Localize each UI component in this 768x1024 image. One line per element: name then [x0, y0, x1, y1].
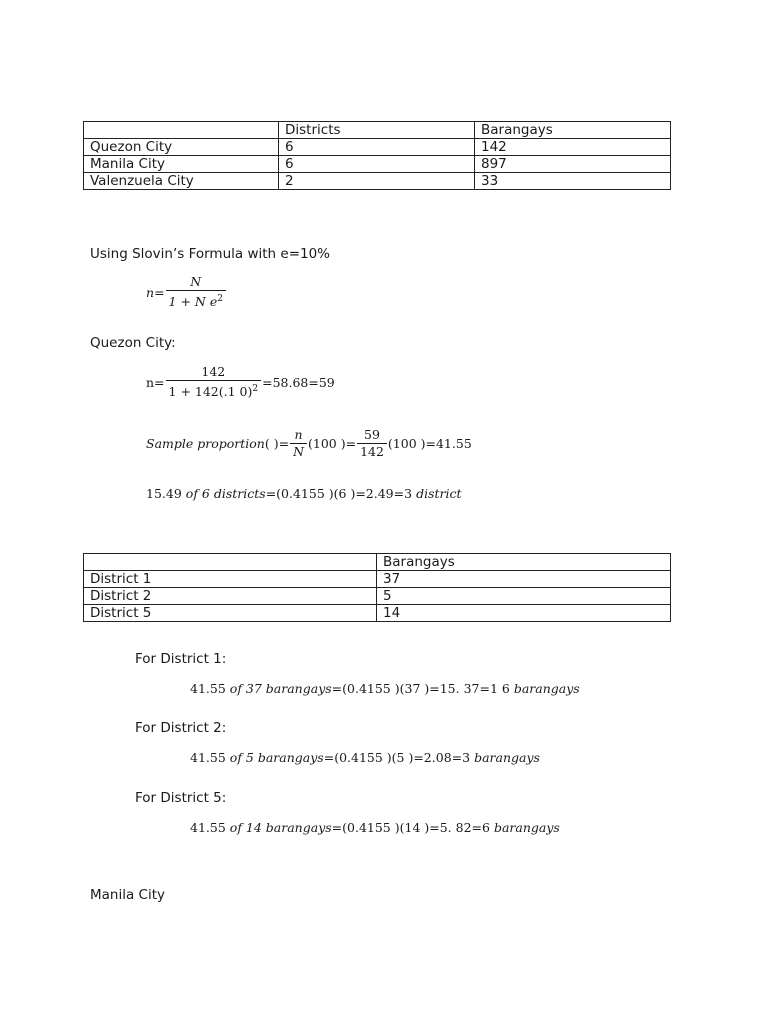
district-table [83, 553, 671, 622]
calc-value: 41.55 [190, 820, 226, 835]
table-cell: 37 [377, 571, 671, 588]
table-header-cell: Barangays [377, 554, 671, 571]
calc-of-text: of 5 barangays [229, 750, 324, 765]
table-header-row [84, 122, 671, 139]
district-1-heading: For District 1: [135, 651, 227, 667]
table-cell: 6 [279, 139, 475, 156]
city-table [83, 121, 671, 190]
table-header-cell [84, 554, 377, 571]
calc-unit: barangays [493, 820, 560, 835]
quezon-heading: Quezon City: [90, 335, 176, 351]
proportion-paren: ( ) [264, 436, 279, 451]
calc-of-text: of 14 barangays [229, 820, 332, 835]
table-row [84, 571, 671, 588]
calc-unit: barangays [513, 681, 580, 696]
calc-of-text: of 6 districts [185, 486, 266, 501]
proportion-result: (100 )=41.55 [387, 436, 472, 451]
district-5-heading: For District 5: [135, 790, 227, 806]
table-cell: Manila City [84, 156, 279, 173]
formula-lhs: n [146, 284, 155, 300]
sample-proportion-formula [146, 428, 472, 459]
table-cell: Valenzuela City [84, 173, 279, 190]
exponent: 2 [217, 294, 223, 304]
manila-heading: Manila City [90, 887, 166, 903]
fraction-denominator [166, 380, 262, 399]
table-row [84, 588, 671, 605]
quezon-districts-calc [146, 486, 462, 501]
fraction-numerator: N [190, 274, 202, 289]
fraction-denominator: N [290, 443, 307, 459]
calc-unit: district [416, 486, 462, 501]
calc-of-text: of 37 barangays [229, 681, 332, 696]
table-cell: 897 [475, 156, 671, 173]
table-cell: 142 [475, 139, 671, 156]
table-cell: 6 [279, 156, 475, 173]
formula-equals: = [278, 436, 290, 451]
table-cell: 5 [377, 588, 671, 605]
table-row [84, 156, 671, 173]
calc-value: 15.49 [146, 486, 182, 501]
table-cell: District 5 [84, 605, 377, 622]
calc-value: 41.55 [190, 681, 226, 696]
calc-rhs: =(0.4155 )(6 )=2.49=3 [265, 486, 413, 501]
quezon-sample-size-formula [146, 365, 335, 399]
calc-rhs: =(0.4155 )(14 )=5. 82=6 [331, 820, 490, 835]
calc-value: 41.55 [190, 750, 226, 765]
formula-result: =58.68=59 [262, 374, 335, 390]
table-cell: District 2 [84, 588, 377, 605]
calc-rhs: =(0.4155 )(37 )=15. 37=1 6 [331, 681, 510, 696]
formula-equals: = [154, 284, 165, 300]
calc-unit: barangays [474, 750, 540, 765]
exponent: 2 [252, 384, 259, 394]
district-2-heading: For District 2: [135, 720, 227, 736]
fraction-denominator [166, 290, 226, 309]
fraction-denominator: 142 [357, 443, 387, 459]
table-cell: 33 [475, 173, 671, 190]
formula-lhs: n= [146, 374, 165, 390]
fraction-numerator: n [294, 427, 303, 442]
proportion-label: Sample proportion [146, 436, 265, 451]
table-header-row [84, 554, 671, 571]
proportion-fraction-1 [290, 428, 307, 459]
table-header-cell: Districts [279, 122, 475, 139]
table-header-cell [84, 122, 279, 139]
proportion-multiplier-1: (100 )= [308, 436, 357, 451]
district-1-calc [190, 681, 580, 696]
slovin-heading: Using Slovin’s Formula with e=10% [90, 246, 331, 262]
proportion-fraction-2 [357, 428, 387, 459]
slovin-formula [146, 275, 227, 309]
table-row [84, 139, 671, 156]
denominator-text: 1 + N e [168, 294, 218, 310]
district-5-calc [190, 820, 560, 835]
table-cell: 14 [377, 605, 671, 622]
table-cell: District 1 [84, 571, 377, 588]
table-row [84, 173, 671, 190]
denominator-text: 1 + 142(.1 0) [168, 384, 253, 400]
calc-rhs: =(0.4155 )(5 )=2.08=3 [323, 750, 471, 765]
sample-size-fraction [166, 365, 262, 399]
slovin-fraction [166, 275, 226, 309]
fraction-numerator: 142 [201, 364, 226, 379]
table-row [84, 605, 671, 622]
table-header-cell: Barangays [475, 122, 671, 139]
table-cell: 2 [279, 173, 475, 190]
fraction-numerator: 59 [364, 427, 380, 442]
district-2-calc [190, 750, 540, 765]
table-cell: Quezon City [84, 139, 279, 156]
